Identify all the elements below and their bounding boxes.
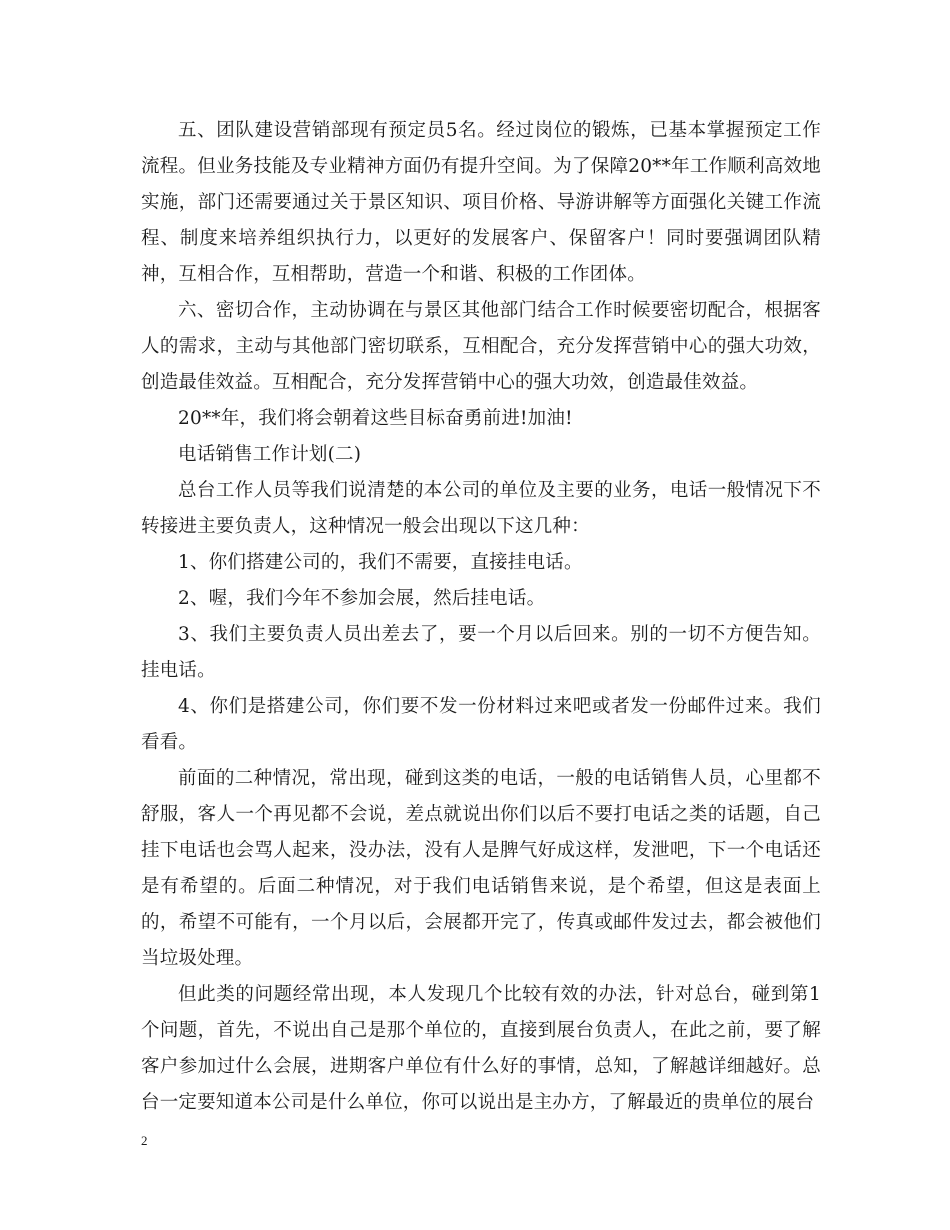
list-item-4: 4、你们是搭建公司，你们要不发一份材料过来吧或者发一份邮件过来。我们看看。 bbox=[141, 696, 821, 753]
paragraph-reception-intro: 总台工作人员等我们说清楚的本公司的单位及主要的业务，电话一般情况下不转接进主要负责人，这种情况一般会出现以下这几种： bbox=[141, 480, 821, 537]
document-body bbox=[141, 113, 821, 1121]
paragraph-solution: 但此类的问题经常出现，本人发现几个比较有效的办法，针对总台，碰到第1个问题，首先，不说出自己是那个单位的，直接到展台负责人，在此之前，要了解客户参加过什么会展，进期客户单位有什么好的事情，总知，了解越详细越好。总台一定要知道本公司是什么单位，你可以说出是主办方，了解最近的贵单位的展台 bbox=[141, 984, 821, 1113]
paragraph-goal: 20**年，我们将会朝着这些目标奋勇前进!加油! bbox=[178, 408, 573, 429]
page-number: 2 bbox=[141, 1133, 148, 1148]
section-heading: 电话销售工作计划(二) bbox=[178, 444, 362, 465]
list-item-1: 1、你们搭建公司的，我们不需要，直接挂电话。 bbox=[178, 552, 583, 573]
paragraph-analysis: 前面的二种情况，常出现，碰到这类的电话，一般的电话销售人员，心里都不舒服，客人一个再见都不会说，差点就说出你们以后不要打电话之类的话题，自己挂下电话也会骂人起来，没办法，没有人是脾气好成这样，发泄吧，下一个电话还是有希望的。后面二种情况，对于我们电话销售来说，是个希望，但这是表面上的，希望不可能有，一个月以后，会展都开完了，传真或邮件发过去，都会被他们当垃圾处理。 bbox=[141, 768, 821, 969]
paragraph-cooperation: 六、密切合作，主动协调在与景区其他部门结合工作时候要密切配合，根据客人的需求，主动与其他部门密切联系，互相配合，充分发挥营销中心的强大功效，创造最佳效益。互相配合，充分发挥营销中心的强大功效，创造最佳效益。 bbox=[141, 300, 821, 393]
paragraph-team-building: 五、团队建设营销部现有预定员5名。经过岗位的锻炼，已基本掌握预定工作流程。但业务技能及专业精神方面仍有提升空间。为了保障20**年工作顺利高效地实施，部门还需要通过关于景区知识、项目价格、导游讲解等方面强化关键工作流程、制度来培养组织执行力，以更好的发展客户、保留客户！同时要强调团队精神，互相合作，互相帮助，营造一个和谐、积极的工作团体。 bbox=[141, 120, 821, 285]
list-item-3: 3、我们主要负责人员出差去了，要一个月以后回来。别的一切不方便告知。挂电话。 bbox=[141, 624, 821, 681]
list-item-2: 2、喔，我们今年不参加会展，然后挂电话。 bbox=[178, 588, 546, 609]
